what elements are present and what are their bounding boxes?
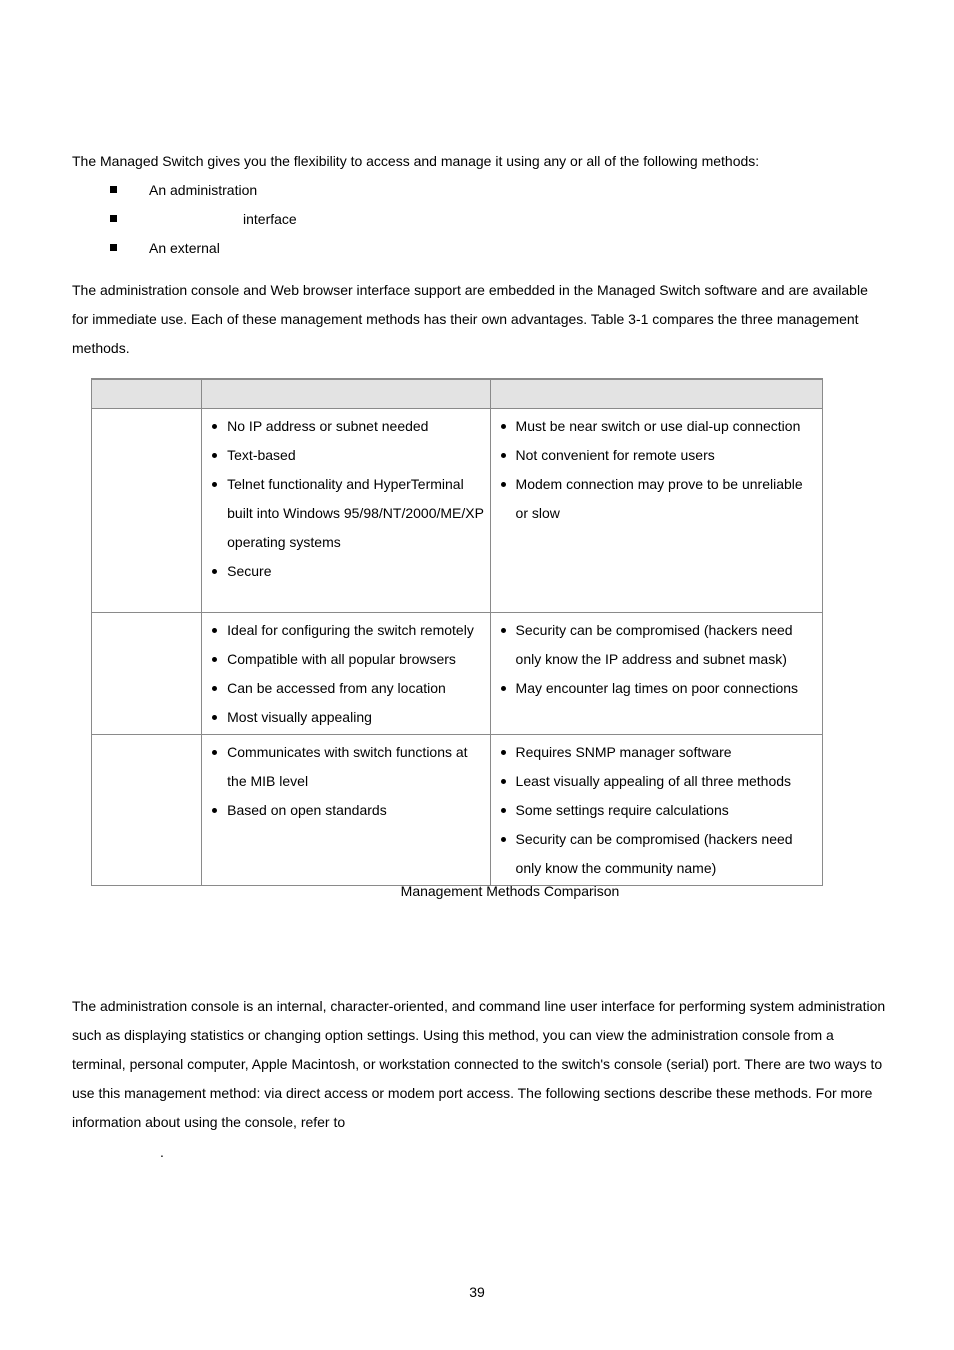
method-cell bbox=[92, 613, 202, 735]
list-item: Ideal for configuring the switch remotely bbox=[202, 616, 489, 645]
intro-paragraph: The Managed Switch gives you the flexibility to access and manage it using any or all of the following methods: bbox=[72, 153, 760, 169]
list-item: Secure bbox=[202, 557, 489, 586]
list-item-text: An external bbox=[149, 240, 220, 256]
square-bullet-icon bbox=[110, 215, 117, 222]
list-item: Text-based bbox=[202, 441, 489, 470]
list-item: Least visually appealing of all three methods bbox=[491, 767, 822, 796]
console-paragraph: The administration console is an internal, character-oriented, and command line user interface for performing system administration such as displaying statistics or changing option settings. Using this method, you can view the administration console from a terminal, personal computer, Apple Macintosh, or workstation connected to the switch's console (serial) port. There are two ways to use this management method: via direct access or modem port access. The following sections describe these methods. For more information about using the console, refer to bbox=[72, 998, 886, 1130]
table-row bbox=[92, 735, 823, 886]
table-header-row bbox=[92, 379, 823, 409]
page-number: 39 bbox=[469, 1284, 485, 1300]
advantages-cell bbox=[202, 613, 490, 735]
square-bullet-icon bbox=[110, 244, 117, 251]
list-item: Security can be compromised (hackers need only know the IP address and subnet mask) bbox=[491, 616, 822, 674]
square-bullet-icon bbox=[110, 186, 117, 193]
trailing-period: . bbox=[160, 1144, 164, 1160]
list-item: Requires SNMP manager software bbox=[491, 738, 822, 767]
table-row bbox=[92, 613, 823, 735]
table-row bbox=[92, 409, 823, 613]
list-item: Some settings require calculations bbox=[491, 796, 822, 825]
list-item: Based on open standards bbox=[202, 796, 489, 825]
table-caption: Management Methods Comparison bbox=[400, 883, 620, 899]
list-item: Most visually appealing bbox=[202, 703, 489, 732]
disadvantages-cell bbox=[490, 409, 822, 613]
list-item: May encounter lag times on poor connections bbox=[491, 674, 822, 703]
method-cell bbox=[92, 409, 202, 613]
list-item: Communicates with switch functions at the MIB level bbox=[202, 738, 489, 796]
list-item: Compatible with all popular browsers bbox=[202, 645, 489, 674]
disadvantages-cell bbox=[490, 613, 822, 735]
list-item: Must be near switch or use dial-up connection bbox=[491, 412, 822, 441]
comparison-table bbox=[91, 378, 823, 886]
list-item: Modem connection may prove to be unreliable or slow bbox=[491, 470, 822, 528]
list-item: Not convenient for remote users bbox=[491, 441, 822, 470]
header-cell-method bbox=[92, 379, 202, 409]
list-item: Security can be compromised (hackers need only know the community name) bbox=[491, 825, 822, 883]
header-cell-advantages bbox=[202, 379, 490, 409]
advantages-cell bbox=[202, 409, 490, 613]
advantages-cell bbox=[202, 735, 490, 886]
header-cell-disadvantages bbox=[490, 379, 822, 409]
disadvantages-cell bbox=[490, 735, 822, 886]
support-paragraph: The administration console and Web browser interface support are embedded in the Managed Switch software and are available for immediate use. Each of these management methods has their own advantages. Table 3-1 compares the three management methods. bbox=[72, 282, 868, 356]
list-item-text: interface bbox=[243, 211, 297, 227]
list-item: Can be accessed from any location bbox=[202, 674, 489, 703]
list-item: No IP address or subnet needed bbox=[202, 412, 489, 441]
list-item-text: An administration bbox=[149, 182, 258, 198]
method-cell bbox=[92, 735, 202, 886]
list-item: Telnet functionality and HyperTerminal built into Windows 95/98/NT/2000/ME/XP operating systems bbox=[202, 470, 489, 557]
